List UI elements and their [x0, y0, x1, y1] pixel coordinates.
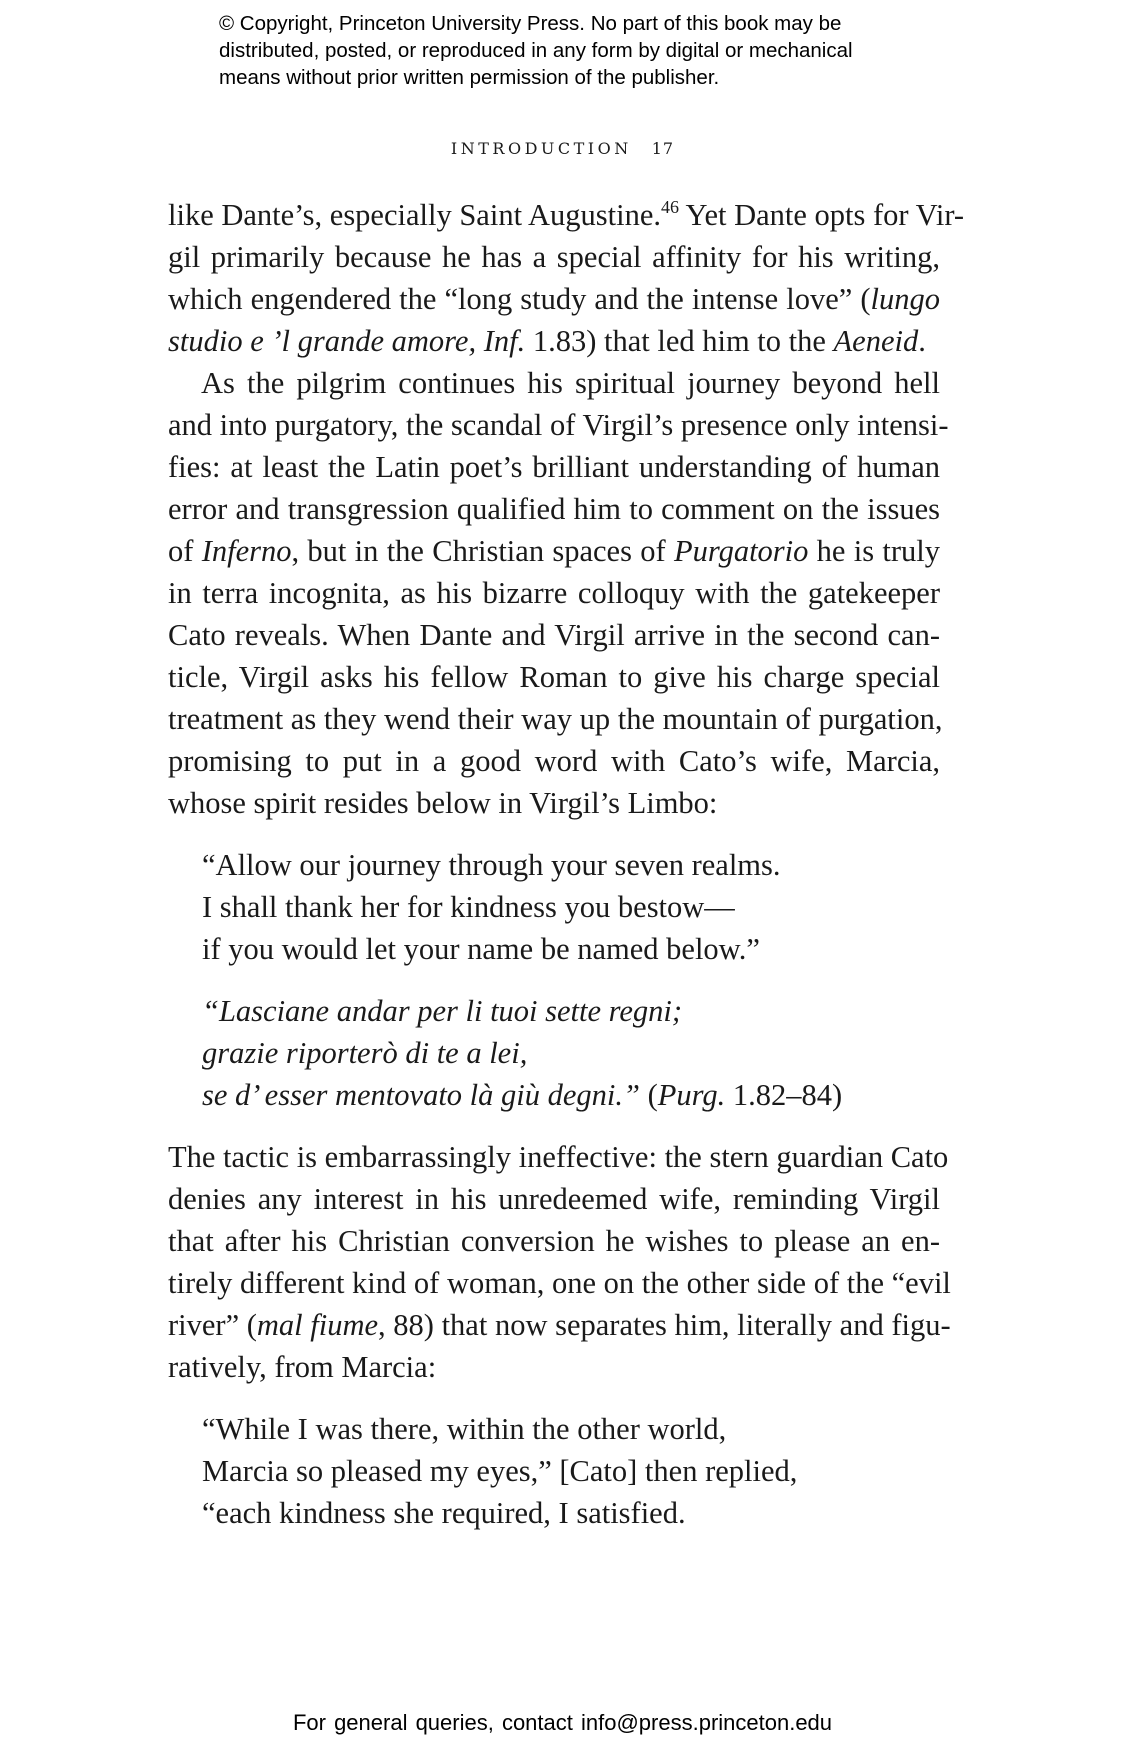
text-line: Cato reveals. When Dante and Virgil arrive in the second can- [168, 618, 940, 652]
verse-quote-english [202, 1408, 940, 1534]
body-text [168, 194, 965, 1554]
text-line: whose spirit resides below in Virgil’s Limbo: [168, 786, 718, 820]
verse-citation: (Purg. 1.82–84) [639, 1078, 843, 1112]
verse-line: “While I was there, within the other world, [202, 1412, 727, 1446]
text-line: error and transgression qualified him to comment on the issues [168, 492, 940, 526]
text-line: that after his Christian conversion he wishes to please an en- [168, 1224, 940, 1258]
text-line: river” (mal fiume, 88) that now separates him, literally and figu- [168, 1308, 951, 1342]
text-line: gil primarily because he has a special affinity for his writing, [168, 240, 940, 274]
copyright-line: means without prior written permission of the publisher. [219, 66, 720, 89]
paragraph [168, 194, 965, 362]
text-line: tirely different kind of woman, one on the other side of the “evil [168, 1266, 951, 1300]
paragraph [168, 362, 949, 824]
text-line: like Dante’s, especially Saint Augustine.$^{46}$ Yet Dante opts for Vir- [168, 197, 965, 232]
text-line: fies: at least the Latin poet’s brilliant understanding of human [168, 450, 940, 484]
copyright-notice [219, 10, 979, 91]
page-number: 17 [651, 139, 675, 158]
text-line: treatment as they wend their way up the mountain of purgation, [168, 702, 943, 736]
chapter-title: INTRODUCTION [450, 139, 632, 158]
verse-line: “Allow our journey through your seven realms. [202, 848, 781, 882]
verse-quote-english [202, 844, 940, 970]
verse-line: I shall thank her for kindness you bestow— [202, 890, 735, 924]
footer-contact: For general queries, contact info@press.princeton.edu [292, 1710, 833, 1735]
text-line: and into purgatory, the scandal of Virgil’s presence only intensi- [168, 408, 949, 442]
text-line: in terra incognita, as his bizarre colloquy with the gatekeeper [168, 576, 940, 610]
running-head [0, 139, 1125, 158]
verse-line: grazie riporterò di te a lei, [202, 1036, 528, 1070]
text-line: ticle, Virgil asks his fellow Roman to give his charge special [168, 660, 940, 694]
text-line: The tactic is embarrassingly ineffective: the stern guardian Cato [168, 1140, 949, 1174]
verse-line: “each kindness she required, I satisfied. [202, 1496, 686, 1530]
copyright-line: © Copyright, Princeton University Press. No part of this book may be [219, 12, 842, 35]
verse-line: se d’ esser mentovato là giù degni.” (Purg. 1.82–84) [202, 1078, 843, 1112]
text-line: ratively, from Marcia: [168, 1350, 437, 1384]
text-line: of Inferno, but in the Christian spaces of Purgatorio he is truly [168, 534, 940, 568]
text-line: which engendered the “long study and the intense love” (lungo [168, 282, 940, 316]
copyright-line: distributed, posted, or reproduced in any form by digital or mechanical [219, 39, 853, 62]
verse-line: if you would let your name be named below.” [202, 932, 760, 966]
text-line: denies any interest in his unredeemed wife, reminding Virgil [168, 1182, 940, 1216]
text-line: promising to put in a good word with Cato’s wife, Marcia, [168, 744, 940, 778]
footnote-ref[interactable]: 46 [661, 197, 679, 217]
text-line: As the pilgrim continues his spiritual journey beyond hell [201, 366, 940, 400]
verse-line: “Lasciane andar per li tuoi sette regni; [202, 994, 683, 1028]
text-line: studio e ’l grande amore, Inf. 1.83) that led him to the Aeneid. [168, 324, 926, 358]
verse-quote-italian [202, 990, 940, 1116]
paragraph [168, 1136, 951, 1388]
verse-line: Marcia so pleased my eyes,” [Cato] then replied, [202, 1454, 798, 1488]
